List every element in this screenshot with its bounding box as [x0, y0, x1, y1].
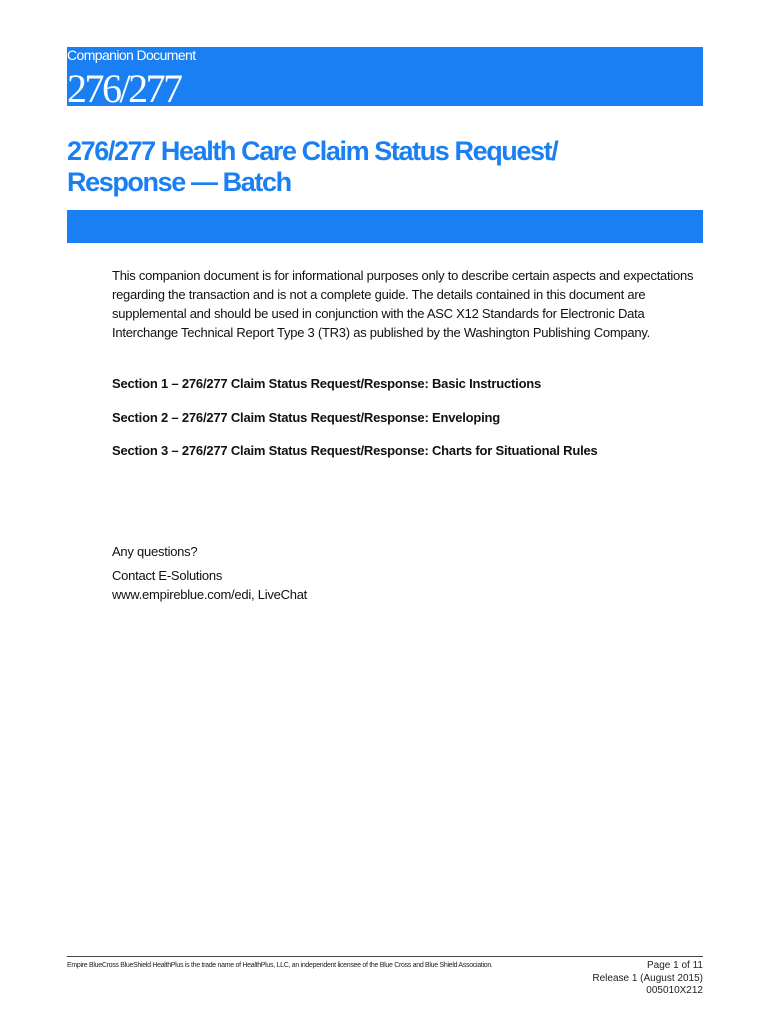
- document-title: [67, 136, 707, 198]
- version-code: 005010X212: [646, 985, 703, 996]
- page-number: Page 1 of 11: [647, 960, 703, 971]
- contact-block: [112, 542, 512, 604]
- contact-name: Contact E-Solutions: [112, 568, 223, 583]
- intro-line: supplemental and should be used in conjunction with the ASC X12 Standards for Electronic Data: [112, 306, 645, 321]
- release-info: Release 1 (August 2015): [592, 972, 703, 984]
- title-underline-bar: [67, 210, 703, 243]
- section-list: [112, 374, 732, 475]
- title-line-2: Response — Batch: [67, 167, 291, 197]
- footer-divider: [67, 956, 703, 957]
- footer-disclaimer: Empire BlueCross BlueShield HealthPlus is the trade name of HealthPlus, LLC, an independent licensee of the Blue Cross and Blue Shield Association.: [67, 962, 493, 969]
- section-item-1: Section 1 – 276/277 Claim Status Request/Response: Basic Instructions: [112, 376, 542, 391]
- document-type-label: Companion Document: [67, 47, 196, 63]
- intro-line: regarding the transaction and is not a complete guide. The details contained in this document are: [112, 287, 646, 302]
- section-item-3: Section 3 – 276/277 Claim Status Request/Response: Charts for Situational Rules: [112, 443, 598, 458]
- section-item-2: Section 2 – 276/277 Claim Status Request/Response: Enveloping: [112, 409, 501, 425]
- header-banner: [67, 47, 703, 111]
- contact-question: Any questions?: [112, 544, 198, 559]
- intro-line: This companion document is for informational purposes only to describe certain aspects and expectations: [112, 268, 694, 283]
- contact-website: www.empireblue.com/edi, LiveChat: [112, 587, 308, 602]
- title-line-1: 276/277 Health Care Claim Status Request/: [67, 136, 558, 166]
- footer-page-info: [592, 960, 703, 998]
- transaction-code: 276/277: [67, 66, 181, 111]
- intro-line: Interchange Technical Report Type 3 (TR3) as published by the Washington Publishing Company.: [112, 325, 651, 340]
- intro-paragraph: [112, 266, 712, 342]
